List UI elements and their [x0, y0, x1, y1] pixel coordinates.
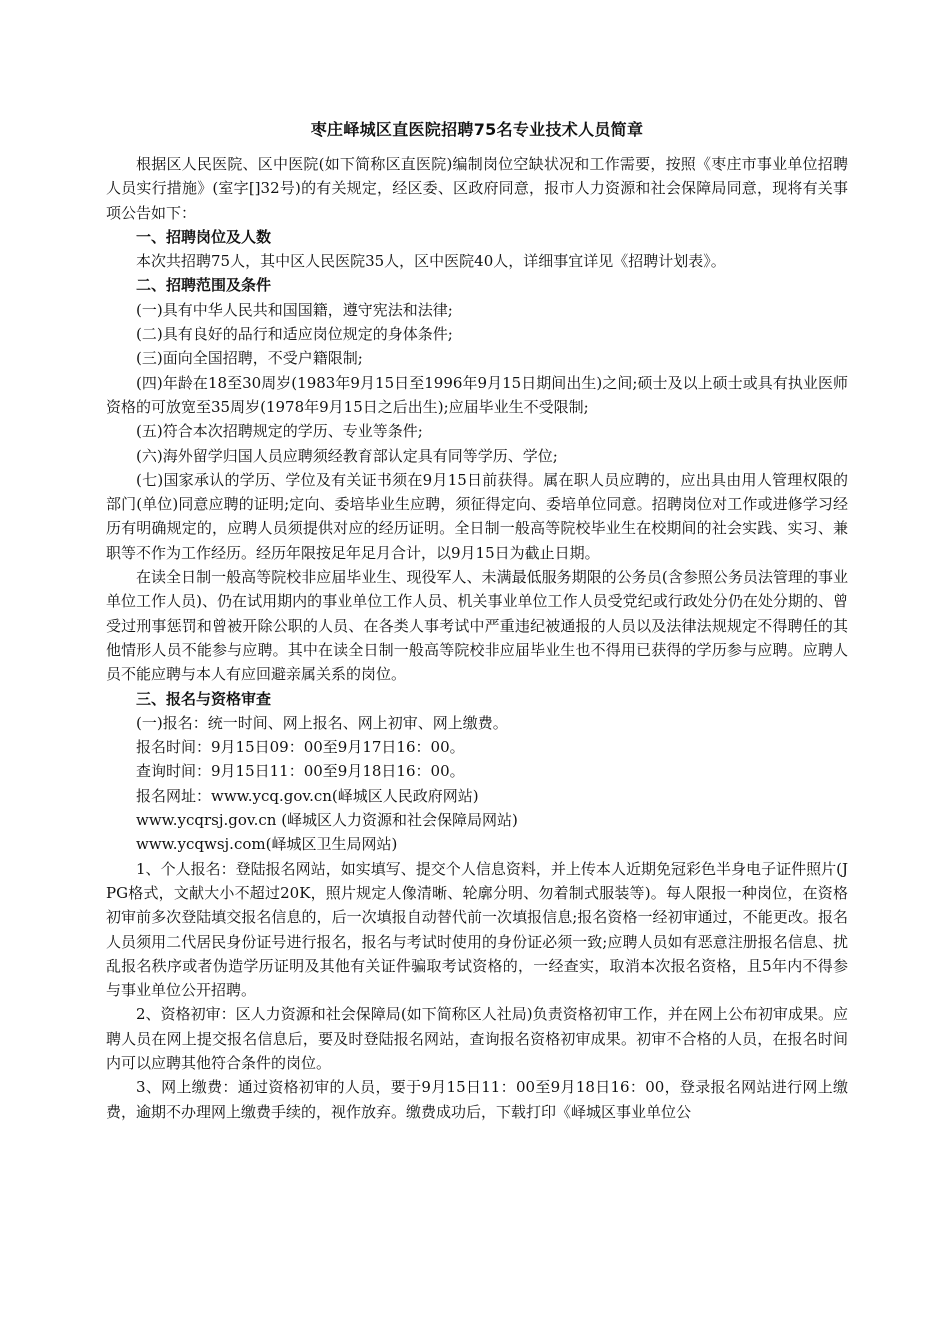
health-bureau-website: www.ycqwsj.com(峄城区卫生局网站) [136, 835, 398, 854]
document-page [106, 118, 848, 1124]
condition-item: (七)国家承认的学历、学位及有关证书须在9月15日前获得。属在职人员应聘的，应出具由用人管理权限的部门(单位)同意应聘的证明;定向、委培毕业生应聘，须征得定向、委培单位同意。招聘岗位对工作或进修学习经历有明确规定的，应聘人员须提供对应的经历证明。全日制一般高等院校毕业生在校期间的社会实践、实习、兼职等不作为工作经历。经历年限按足年足月合计，以9月15日为截止日期。 [106, 470, 848, 562]
online-payment-paragraph: 3、网上缴费：通过资格初审的人员，要于9月15日11：00至9月18日16：00，登录报名网站进行网上缴费，逾期不办理网上缴费手续的，视作放弃。缴费成功后，下载打印《峄城区事业单位公 [106, 1078, 848, 1121]
qualification-review-paragraph: 2、资格初审：区人力资源和社会保障局(如下简称区人社局)负责资格初审工作，并在网上公布初审成果。应聘人员在网上提交报名信息后，要及时登陆报名网站，查询报名资格初审成果。初审不合格的人员，在报名时间内可以应聘其他符合条件的岗位。 [106, 1005, 848, 1072]
section-heading-registration: 三、报名与资格审查 [136, 689, 272, 708]
query-time: 查询时间：9月15日11：00至9月18日16：00。 [136, 762, 465, 781]
condition-item: (五)符合本次招聘规定的学历、专业等条件; [136, 422, 423, 441]
registration-time: 报名时间：9月15日09：00至9月17日16：00。 [136, 738, 465, 757]
condition-item: (三)面向全国招聘，不受户籍限制; [136, 349, 363, 368]
condition-item: (一)具有中华人民共和国国籍，遵守宪法和法律; [136, 300, 453, 319]
condition-item: (四)年龄在18至30周岁(1983年9月15日至1996年9月15日期间出生)之间;硕士及以上硕士或具有执业医师资格的可放宽至35周岁(1978年9月15日之后出生);应届毕业生不受限制; [106, 373, 848, 416]
intro-paragraph: 根据区人民医院、区中医院(如下简称区直医院)编制岗位空缺状况和工作需要，按照《枣庄市事业单位招聘人员实行措施》(室字[]32号)的有关规定，经区委、区政府同意，报市人力资源和社会保障局同意，现将有关事项公告如下： [106, 155, 848, 222]
registration-item: (一)报名：统一时间、网上报名、网上初审、网上缴费。 [136, 713, 508, 732]
positions-paragraph: 本次共招聘75人，其中区人民医院35人，区中医院40人，详细事宜详见《招聘计划表》。 [136, 252, 726, 271]
section-heading-conditions: 二、招聘范围及条件 [136, 276, 272, 295]
section-heading-positions: 一、招聘岗位及人数 [136, 227, 272, 246]
exclusion-paragraph: 在读全日制一般高等院校非应届毕业生、现役军人、未满最低服务期限的公务员(含参照公务员法管理的事业单位工作人员)、仍在试用期内的事业单位工作人员、机关事业单位工作人员受党纪或行政处分仍在处分期的、曾受过刑事惩罚和曾被开除公职的人员、在各类人事考试中严重违纪被通报的人员以及法律法规规定不得聘任的其他情形人员不能参与应聘。其中在读全日制一般高等院校非应届毕业生也不得用已获得的学历参与应聘。应聘人员不能应聘与本人有应回避亲属关系的岗位。 [106, 568, 848, 684]
condition-item: (六)海外留学归国人员应聘须经教育部认定具有同等学历、学位; [136, 446, 558, 465]
document-title: 枣庄峄城区直医院招聘75名专业技术人员简章 [310, 120, 644, 139]
registration-website: 报名网址：www.ycq.gov.cn(峄城区人民政府网站) [136, 786, 479, 805]
personal-registration-paragraph: 1、个人报名：登陆报名网站，如实填写、提交个人信息资料，并上传本人近期免冠彩色半身电子证件照片(JPG格式，文献大小不超过20K，照片规定人像清晰、轮廓分明、勿着制式服装等)。每人限报一种岗位，在资格初审前多次登陆填交报名信息的，后一次填报自动替代前一次填报信息;报名资格一经初审通过，不能更改。报名人员须用二代居民身份证号进行报名，报名与考试时使用的身份证必须一致;应聘人员如有恶意注册报名信息、扰乱报名秩序或者伪造学历证明及其他有关证件骗取考试资格的，一经查实，取消本次报名资格，且5年内不得参与事业单位公开招聘。 [106, 859, 848, 1000]
condition-item: (二)具有良好的品行和适应岗位规定的身体条件; [136, 325, 453, 344]
hr-website: www.ycqrsj.gov.cn (峄城区人力资源和社会保障局网站) [136, 811, 518, 830]
